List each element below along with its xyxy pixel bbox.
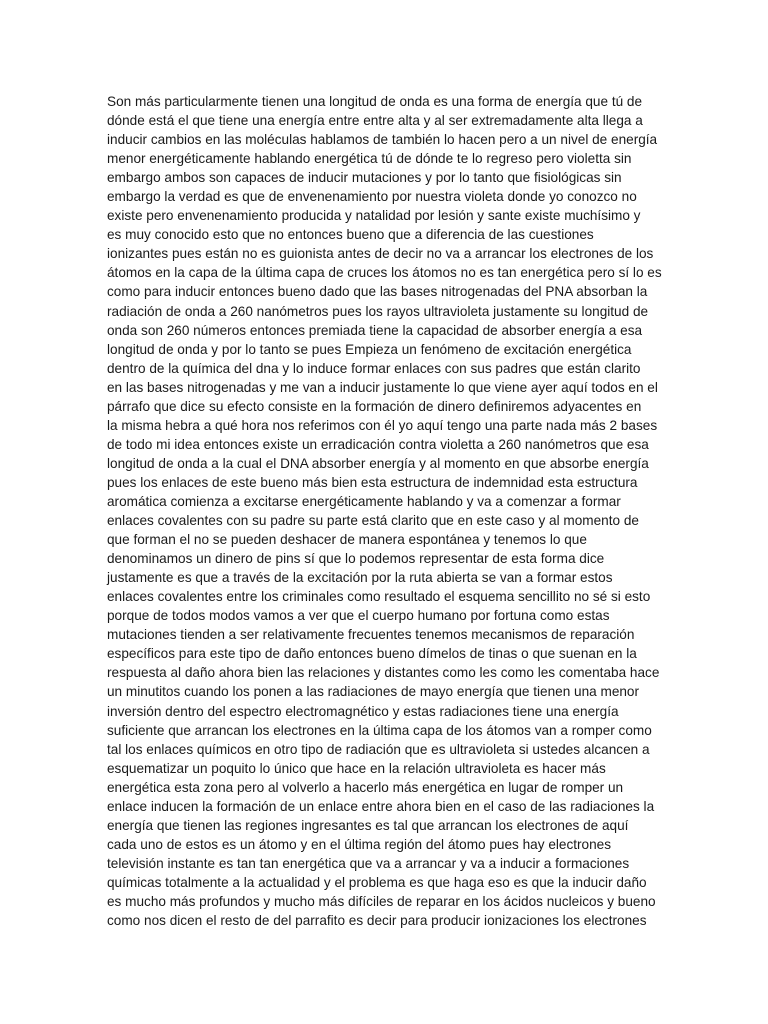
text-line: inducir cambios en las moléculas hablamos de también lo hacen pero a un nivel de energía <box>107 132 658 148</box>
text-line: químicas totalmente a la actualidad y el problema es que haga eso es que la inducir daño <box>107 874 647 890</box>
text-line: Son más particularmente tienen una longitud de onda es una forma de energía que tú de <box>107 94 643 109</box>
text-line: justamente es que a través de la excitación por la ruta abierta se van a formar estos <box>107 570 613 586</box>
text-line: inversión dentro del espectro electromagnético y estas radiaciones tiene una energía <box>107 703 619 719</box>
text-line: enlaces covalentes entre los criminales como resultado el esquema sencillito no sé si esto <box>107 589 651 605</box>
body-paragraph <box>107 92 662 930</box>
text-line: párrafo que dice su efecto consiste en la formación de dinero definiremos adyacentes en <box>107 398 642 414</box>
text-line: un minutitos cuando los ponen a las radiaciones de mayo energía que tienen una menor <box>107 684 640 700</box>
text-line: es muy conocido esto que no entonces bueno que a diferencia de las cuestiones <box>107 227 594 243</box>
text-line: embargo ambos son capaces de inducir mutaciones y por lo tanto que fisiológicas sin <box>107 170 622 186</box>
text-line: suficiente que arrancan los electrones en la última capa de los átomos van a romper como <box>107 722 652 738</box>
text-line: existe pero envenenamiento producida y natalidad por lesión y sante existe muchísimo y <box>107 208 641 224</box>
text-line: específicos para este tipo de daño entonces bueno dímelos de tinas o que suenan en la <box>107 646 637 662</box>
text-line: onda son 260 números entonces premiada tiene la capacidad de absorber energía a esa <box>107 322 643 338</box>
text-line: mutaciones tienden a ser relativamente frecuentes tenemos mecanismos de reparación <box>107 627 635 643</box>
text-line: esquematizar un poquito lo único que hace en la relación ultravioleta es hacer más <box>107 760 606 776</box>
text-line: radiación de onda a 260 nanómetros pues los rayos ultravioleta justamente su longitud de <box>107 303 649 319</box>
text-line: energética esta zona pero al volverlo a hacerlo más energética en lugar de romper un <box>107 779 624 795</box>
text-line: longitud de onda y por lo tanto se pues Empieza un fenómeno de excitación energética <box>107 341 632 357</box>
text-line: que forman el no se pueden deshacer de manera espontánea y tenemos lo que <box>107 532 587 548</box>
text-line: energía que tienen las regiones ingresantes es tal que arrancan los electrones de aquí <box>107 817 629 833</box>
text-line: menor energéticamente hablando energética tú de dónde te lo regreso pero violetta sin <box>107 151 632 167</box>
text-line: es mucho más profundos y mucho más difíciles de reparar en los ácidos nucleicos y bueno <box>107 893 656 909</box>
text-line: porque de todos modos vamos a ver que el cuerpo humano por fortuna como estas <box>107 608 610 624</box>
text-line: longitud de onda a la cual el DNA absorber energía y al momento en que absorbe energía <box>107 455 649 471</box>
text-line: embargo la verdad es que de envenenamiento por nuestra violeta donde yo conozco no <box>107 189 637 205</box>
text-line: televisión instante es tan tan energética que va a arrancar y va a inducir a formaciones <box>107 855 630 871</box>
text-line: dentro de la química del dna y lo induce formar enlaces con sus padres que están clarito <box>107 360 641 376</box>
text-line: denominamos un dinero de pins sí que lo podemos representar de esta forma dice <box>107 551 605 567</box>
text-line: como nos dicen el resto de del parrafito es decir para producir ionizaciones los electrones <box>107 913 647 929</box>
text-line: átomos en la capa de la última capa de cruces los átomos no es tan energética pero sí lo es <box>107 265 662 281</box>
text-line: tal los enlaces químicos en otro tipo de radiación que es ultravioleta si ustedes alcancen a <box>107 741 650 757</box>
text-line: de todo mi idea entonces existe un erradicación contra violetta a 260 nanómetros que esa <box>107 436 649 452</box>
text-line: la misma hebra a qué hora nos referimos con él yo aquí tengo una parte nada más 2 bases <box>107 417 658 433</box>
text-line: cada uno de estos es un átomo y en el última región del átomo pues hay electrones <box>107 836 612 852</box>
text-line: como para inducir entonces bueno dado que las bases nitrogenadas del PNA absorban la <box>107 284 648 300</box>
text-line: en las bases nitrogenadas y me van a inducir justamente lo que viene ayer aquí todos en el <box>107 379 658 395</box>
text-line: pues los enlaces de este bueno más bien esta estructura de indemnidad esta estructura <box>107 474 638 490</box>
text-line: aromática comienza a excitarse energéticamente hablando y va a comenzar a formar <box>107 493 621 509</box>
text-line: enlaces covalentes con su padre su parte está clarito que en este caso y al momento de <box>107 513 639 529</box>
text-line: dónde está el que tiene una energía entre entre alta y al ser extremadamente alta llega a <box>107 113 643 129</box>
text-line: ionizantes pues están no es guionista antes de decir no va a arrancar los electrones de los <box>107 246 654 262</box>
text-line: respuesta al daño ahora bien las relaciones y distantes como les como les comentaba hace <box>107 665 660 681</box>
text-line: enlace inducen la formación de un enlace entre ahora bien en el caso de las radiaciones la <box>107 798 655 814</box>
